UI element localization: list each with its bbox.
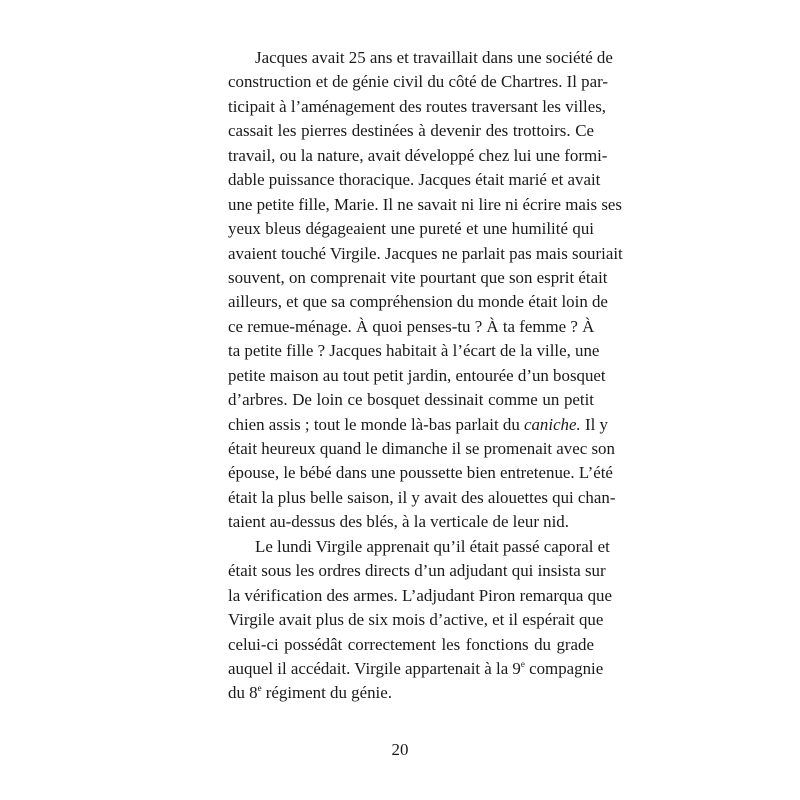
text-line: travail, ou la nature, avait développé chez lui une formi- [228,145,608,165]
text-segment: auquel il accédait. Virgile appartenait à la 9 [228,658,521,678]
text-line: celui-ci possédât correctement les fonctions du grade [228,634,594,654]
text-line [228,413,608,437]
text-segment: compagnie [524,658,604,678]
body-text [228,46,623,706]
text-line: taient au-dessus des blés, à la verticale de leur nid. [228,512,569,532]
text-line: était heureux quand le dimanche il se promenait avec son [228,439,615,458]
text-line: Virgile avait plus de six mois d’active, et il espérait que [228,610,604,630]
text-segment: Il y [580,414,608,434]
text-line [228,657,604,681]
text-line [228,681,594,705]
text-line: yeux bleus dégageaient une pureté et une humilité qui [228,219,594,239]
text-line: Jacques avait 25 ans et travaillait dans une société de [255,48,613,67]
text-line: souvent, on comprenait vite pourtant que son esprit était [228,267,608,287]
text-line: ta petite fille ? Jacques habitait à l’écart de la ville, une [228,341,600,361]
text-line: dable puissance thoracique. Jacques était marié et avait [228,170,601,190]
superscript: e [520,658,525,669]
text-line: avaient touché Virgile. Jacques ne parlait pas mais souriait [228,243,623,263]
text-line: la vérification des armes. L’adjudant Piron remarqua que [228,585,612,605]
text-line: une petite fille, Marie. Il ne savait ni lire ni écrire mais ses [228,194,622,214]
text-line: cassait les pierres destinées à devenir des trottoirs. Ce [228,121,594,141]
text-segment: chien assis ; tout le monde là-bas parlait du [228,414,524,434]
page-number: 20 [391,740,409,759]
italic-word: caniche. [523,414,581,434]
text-line: était la plus belle saison, il y avait des alouettes qui chan- [228,487,616,507]
text-segment: régiment du génie. [261,683,392,703]
text-line: ailleurs, et que sa compréhension du monde était loin de [228,292,608,312]
text-line: ticipait à l’aménagement des routes traversant les villes, [228,96,607,116]
text-line: construction et de génie civil du côté de Chartres. Il par- [228,72,609,92]
text-line: Le lundi Virgile apprenait qu’il était passé caporal et [255,536,610,556]
text-line: ce remue-ménage. À quoi penses-tu ? À ta femme ? À [228,316,595,336]
text-segment: du 8 [228,683,258,703]
text-line: était sous les ordres directs d’un adjudant qui insista sur [228,561,606,581]
text-line: petite maison au tout petit jardin, entourée d’un bosquet [228,365,606,385]
text-line: d’arbres. De loin ce bosquet dessinait comme un petit [228,390,594,410]
text-line: épouse, le bébé dans une poussette bien entretenue. L’été [228,463,613,483]
superscript: e [257,683,262,694]
